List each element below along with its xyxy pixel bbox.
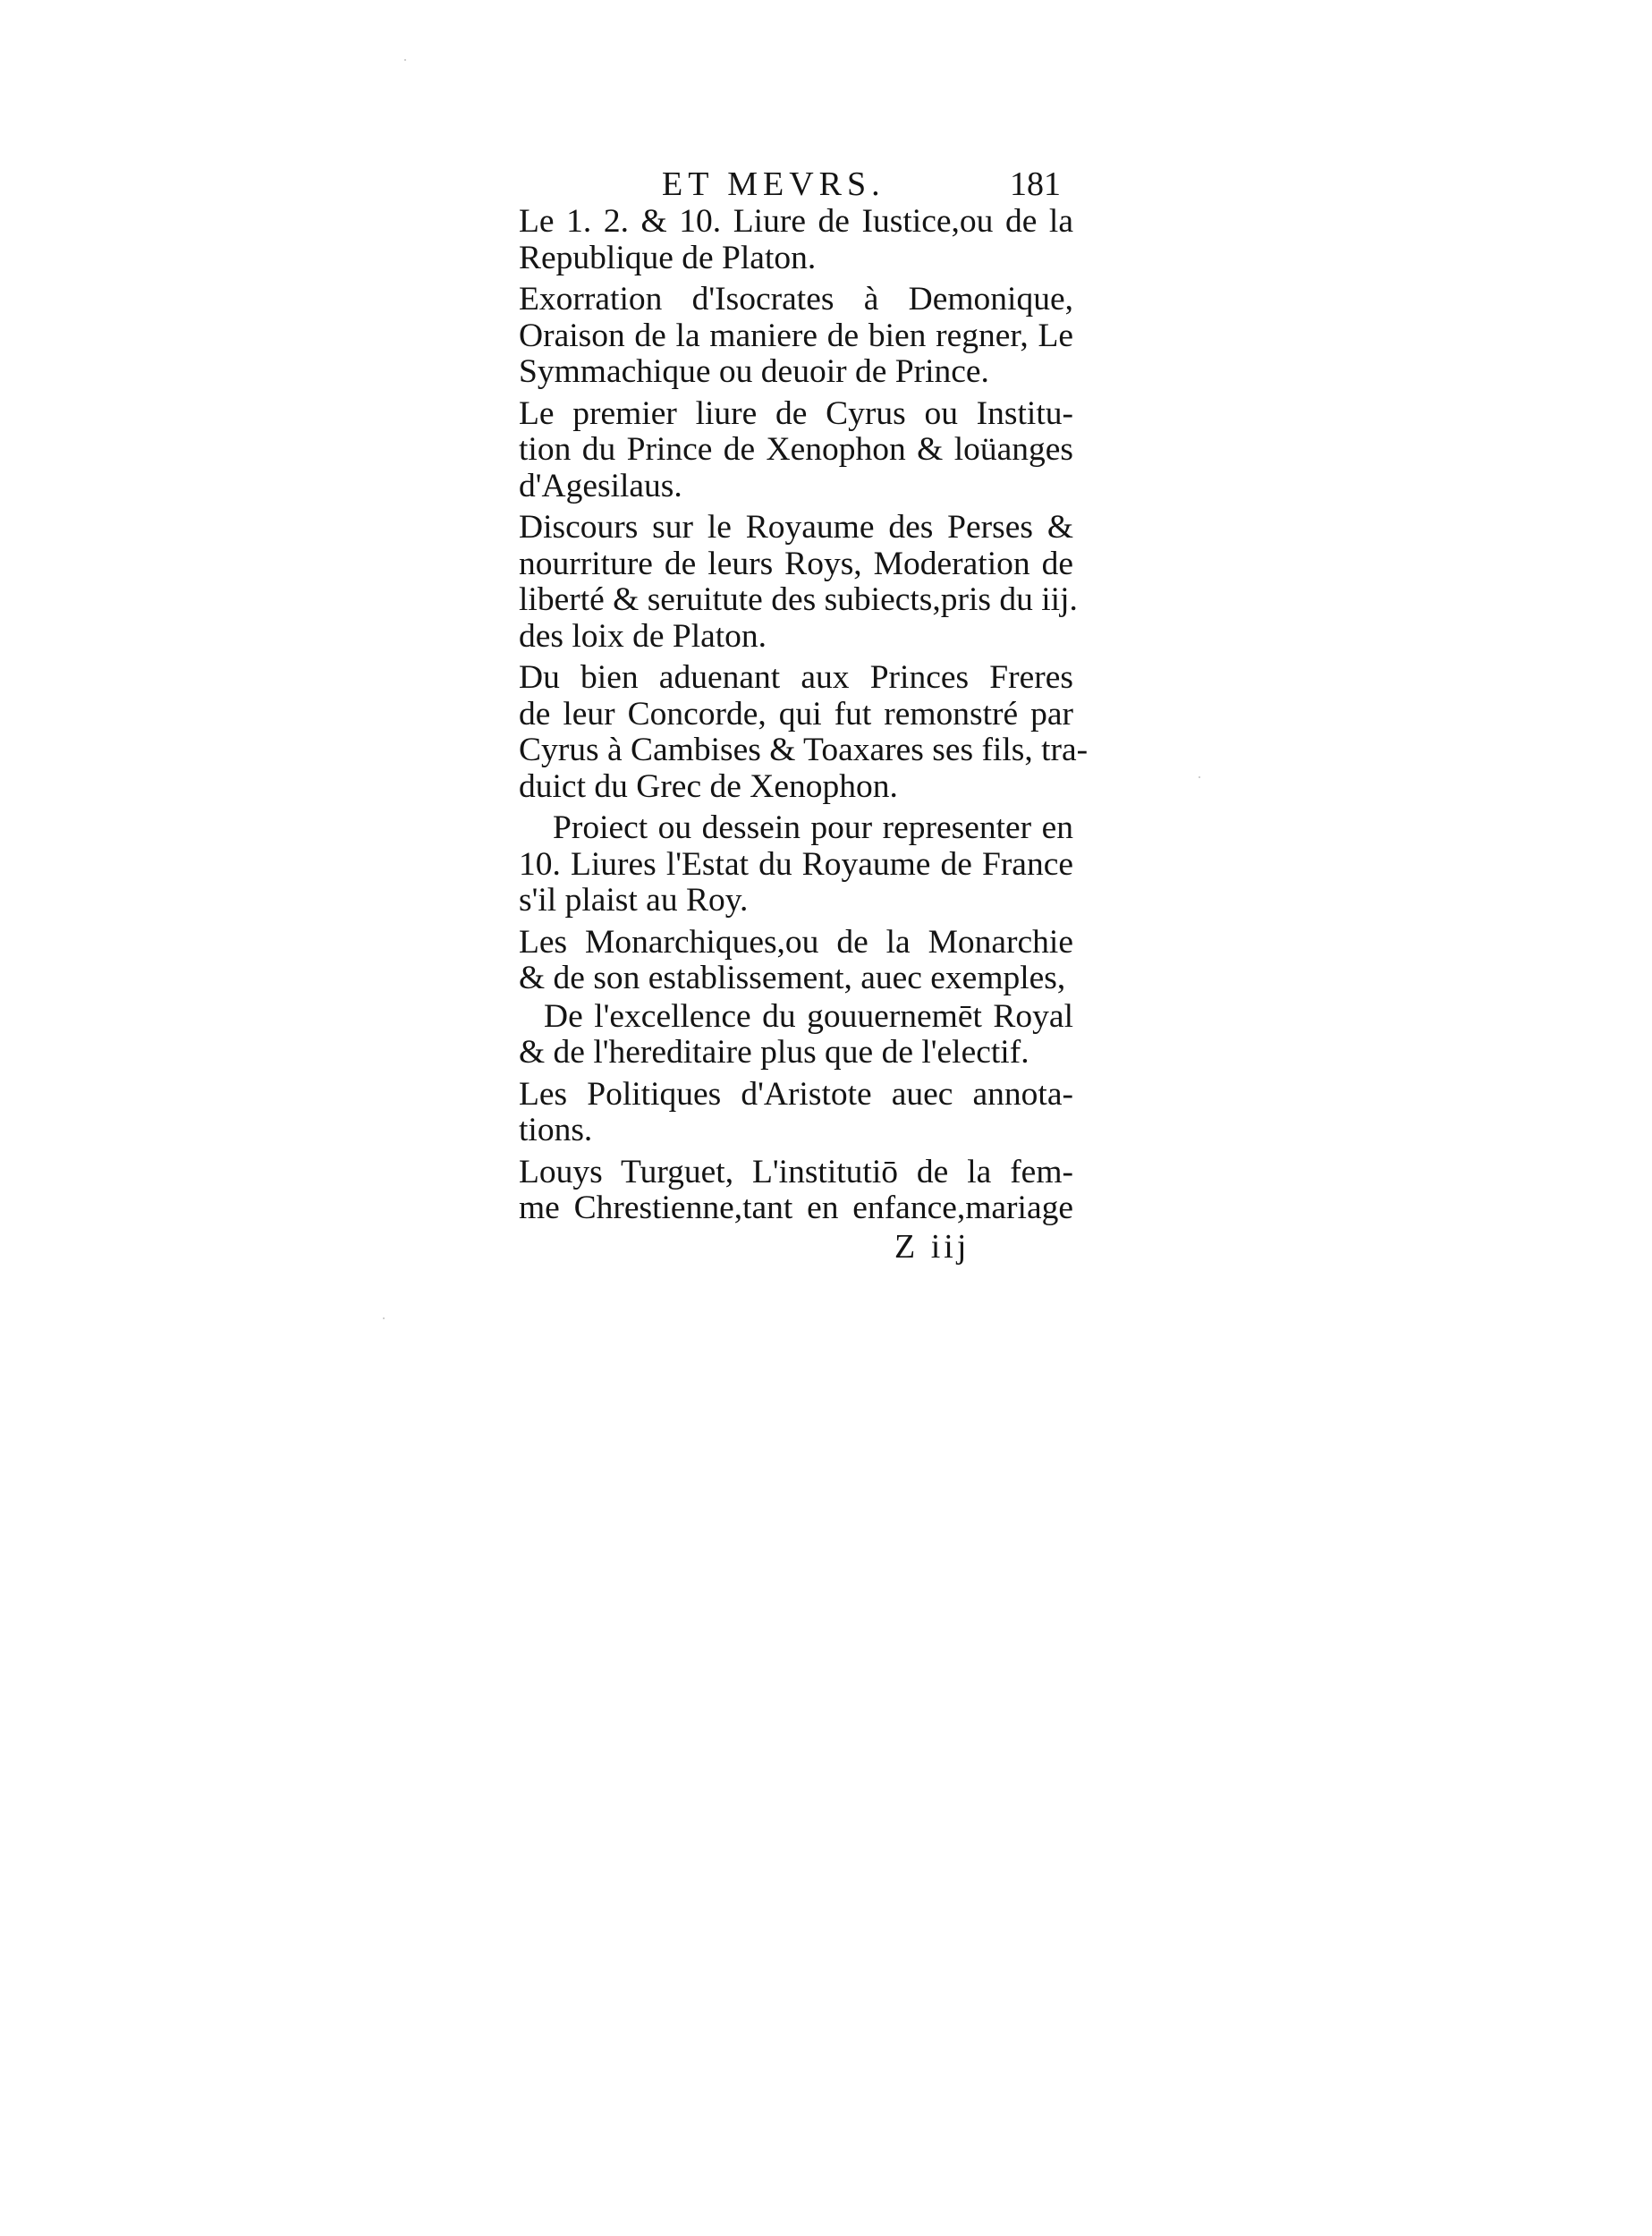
entry-line: Les Politiques d'Aristote auec annota-	[519, 1075, 1073, 1113]
entry-princes-freres	[519, 659, 1089, 805]
entry-line: tion du Prince de Xenophon & loüanges	[519, 431, 1073, 468]
entry-line: Discours sur le Royaume des Perses &	[519, 509, 1073, 546]
entry-line: Le premier liure de Cyrus ou Institu-	[519, 394, 1073, 432]
entry-line: Le 1. 2. & 10. Liure de Iustice,ou de la	[519, 203, 1073, 240]
entry-line: Cyrus à Cambises & Toaxares ses fils, tra-	[519, 732, 1089, 768]
running-head	[519, 163, 1073, 204]
entry-cyrus	[519, 396, 1073, 505]
entry-line: nourriture de leurs Roys, Moderation de	[519, 545, 1073, 582]
entry-line: des loix de Platon.	[519, 617, 767, 655]
entry-line: liberté & seruitute des subiects,pris du iij.	[519, 581, 1078, 618]
entry-line: Exorration d'Isocrates à Demonique,	[519, 281, 1073, 318]
running-head-title: ET MEVRS.	[662, 165, 885, 203]
entry-line: Symmachique ou deuoir de Prince.	[519, 353, 989, 390]
entry-line: & de son establissement, auec exemples,	[519, 960, 1066, 996]
entry-isocrates	[519, 282, 1073, 391]
entry-line: d'Agesilaus.	[519, 467, 682, 504]
entry-proiect	[519, 810, 1073, 919]
entry-line: Republique de Platon.	[519, 239, 817, 276]
entry-line: Du bien aduenant aux Princes Freres	[519, 659, 1073, 696]
entry-gouuernement-royal	[519, 999, 1073, 1071]
signature-mark	[519, 1229, 1073, 1266]
signature-text: Z iij	[894, 1227, 970, 1266]
entry-turguet	[519, 1155, 1073, 1227]
entry-line: duict du Grec de Xenophon.	[519, 767, 898, 805]
entry-platon-republique	[519, 204, 1073, 276]
entry-line: me Chrestienne,tant en enfance,mariage	[519, 1190, 1073, 1226]
entry-line: & de l'hereditaire plus que de l'electif.	[519, 1034, 1029, 1071]
entry-line: Oraison de la maniere de bien regner, Le	[519, 317, 1073, 354]
entry-line: tions.	[519, 1112, 593, 1148]
entry-line: s'il plaist au Roy.	[519, 882, 749, 919]
page-number: 181	[1010, 165, 1061, 203]
entry-line: Les Monarchiques,ou de la Monarchie	[519, 923, 1073, 961]
paper-speck	[383, 1317, 385, 1319]
entry-line: Proiect ou dessein pour representer en	[553, 809, 1073, 846]
entry-line: De l'excellence du gouuernemēt Royal	[544, 997, 1073, 1035]
entry-line: 10. Liures l'Estat du Royaume de France	[519, 845, 1073, 883]
entry-line: Louys Turguet, L'institutiō de la fem-	[519, 1153, 1073, 1190]
entry-perses	[519, 509, 1078, 655]
paper-speck	[404, 59, 406, 61]
entry-line: de leur Concorde, qui fut remonstré par	[519, 695, 1073, 733]
paper-speck	[1199, 776, 1200, 778]
text-block	[519, 163, 1089, 1266]
entry-aristote	[519, 1077, 1073, 1149]
entry-monarchiques	[519, 925, 1073, 997]
